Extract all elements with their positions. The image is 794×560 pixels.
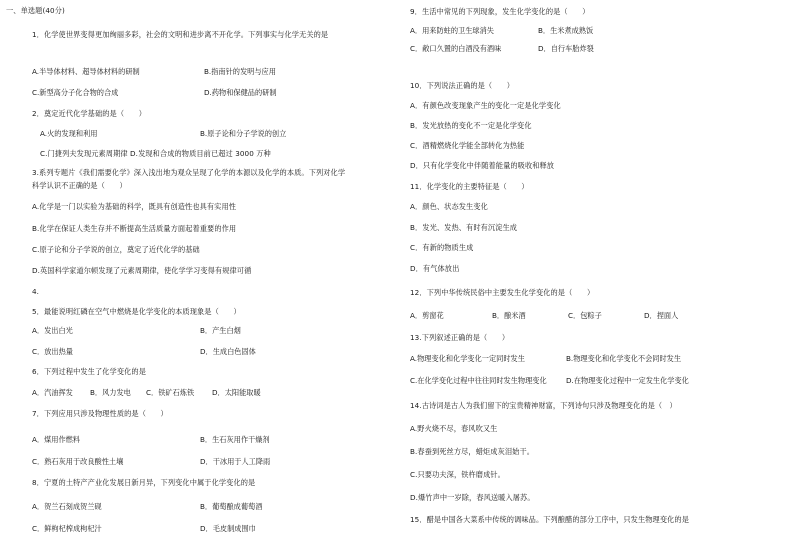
q3-option-a[interactable]: A.化学是一门以实验为基础的科学，既具有创造性也具有实用性 xyxy=(32,202,237,211)
q3-option-b[interactable]: B.化学在保证人类生存并不断提高生活质量方面起着重要的作用 xyxy=(32,224,237,233)
q7-option-c[interactable]: C．熟石灰用于改良酸性土壤 xyxy=(32,457,124,466)
q4-stem: 4. xyxy=(32,287,40,296)
q6-option-c[interactable]: C．铁矿石炼铁 xyxy=(146,388,195,397)
q9-option-d[interactable]: D．自行车胎炸裂 xyxy=(538,44,594,53)
q13-option-b[interactable]: B.物理变化和化学变化不会同时发生 xyxy=(566,354,682,363)
q6-option-a[interactable]: A．汽油挥发 xyxy=(32,388,73,397)
q14-option-b[interactable]: B.春蚕到死丝方尽，蜡炬成灰泪始干。 xyxy=(410,447,535,456)
q7-stem: 7．下列应用只涉及物理性质的是（ ） xyxy=(32,409,168,418)
q12-option-b[interactable]: B．酿米酒 xyxy=(492,311,526,320)
q8-option-d[interactable]: D．毛皮制成围巾 xyxy=(200,524,256,533)
q5-stem: 5．最能说明红磷在空气中燃烧是化学变化的本质现象是（ ） xyxy=(32,307,241,316)
q14-option-d[interactable]: D.爆竹声中一岁除，春风送暖入屠苏。 xyxy=(410,493,535,502)
q8-option-a[interactable]: A．贺兰石刻成贺兰砚 xyxy=(32,502,102,511)
q6-option-b[interactable]: B．风力发电 xyxy=(90,388,131,397)
q8-option-b[interactable]: B．葡萄酿成葡萄酒 xyxy=(200,502,263,511)
q8-option-c[interactable]: C．鲜枸杞榨成枸杞汁 xyxy=(32,524,102,533)
q13-stem: 13.下列叙述正确的是（ ） xyxy=(410,333,510,342)
q7-option-b[interactable]: B．生石灰用作干燥剂 xyxy=(200,435,270,444)
q2-option-a[interactable]: A.火的发现和利用 xyxy=(40,129,98,138)
q3-option-d[interactable]: D.英国科学家道尔顿发现了元素周期律，使化学学习变得有规律可循 xyxy=(32,266,252,275)
q2-stem: 2．奠定近代化学基础的是（ ） xyxy=(32,109,146,118)
q12-stem: 12．下列中华传统民俗中主要发生化学变化的是（ ） xyxy=(410,288,595,297)
q2-option-b[interactable]: B.原子论和分子学说的创立 xyxy=(200,129,287,138)
q11-option-a[interactable]: A．颜色、状态发生变化 xyxy=(410,202,488,211)
q3-stem-line1: 3.系列专题片《我们需要化学》深入浅出地为观众呈现了化学的本源以及化学的本质。下列对化学 xyxy=(32,168,346,177)
q10-option-c[interactable]: C．酒精燃烧化学能全部转化为热能 xyxy=(410,141,525,150)
q5-option-d[interactable]: D．生成白色固体 xyxy=(200,347,256,356)
q12-option-a[interactable]: A．剪窗花 xyxy=(410,311,444,320)
q9-option-a[interactable]: A．用来防蛀的卫生球消失 xyxy=(410,26,494,35)
q14-option-c[interactable]: C.只要功夫深，铁杵磨成针。 xyxy=(410,470,505,479)
q1-option-b[interactable]: B.指南针的发明与应用 xyxy=(204,67,276,76)
q14-option-a[interactable]: A.野火烧不尽，春风吹又生 xyxy=(410,424,498,433)
q9-option-b[interactable]: B．生米煮成熟饭 xyxy=(538,26,594,35)
q12-option-d[interactable]: D．捏面人 xyxy=(644,311,679,320)
q14-stem: 14.古诗词是古人为我们留下的宝贵精神财富，下列诗句只涉及物理变化的是（ ） xyxy=(410,401,677,410)
q1-option-c[interactable]: C.新型高分子化合物的合成 xyxy=(32,88,119,97)
q8-stem: 8．宁夏的土特产产业化发展日新月异，下列变化中属于化学变化的是 xyxy=(32,478,256,487)
q13-option-d[interactable]: D.在物理变化过程中一定发生化学变化 xyxy=(566,376,689,385)
q1-stem: 1．化学使世界变得更加绚丽多彩，社会的文明和进步离不开化学。下列事实与化学无关的是 xyxy=(32,30,329,39)
q13-option-c[interactable]: C.在化学变化过程中往往同时发生物理变化 xyxy=(410,376,547,385)
section-title: 一、单选题(40分) xyxy=(6,6,65,15)
q11-option-d[interactable]: D．有气体放出 xyxy=(410,264,460,273)
q12-option-c[interactable]: C．包粽子 xyxy=(568,311,602,320)
q15-stem: 15．醋是中国各大菜系中传统的调味品。下列酿醋的部分工序中，只发生物理变化的是 xyxy=(410,515,689,524)
q11-option-c[interactable]: C．有新的物质生成 xyxy=(410,243,474,252)
q11-stem: 11．化学变化的主要特征是（ ） xyxy=(410,182,529,191)
q9-option-c[interactable]: C．敞口久置的白酒没有酒味 xyxy=(410,44,502,53)
q10-option-b[interactable]: B．发光放热的变化不一定是化学变化 xyxy=(410,121,532,130)
q3-option-c[interactable]: C.原子论和分子学说的创立，奠定了近代化学的基础 xyxy=(32,245,200,254)
q6-option-d[interactable]: D．太阳能取暖 xyxy=(212,388,261,397)
q1-option-a[interactable]: A.半导体材料、超导体材料的研制 xyxy=(32,67,140,76)
q10-option-d[interactable]: D．只有化学变化中伴随着能量的吸收和释放 xyxy=(410,161,555,170)
q5-option-c[interactable]: C．放出热量 xyxy=(32,347,73,356)
q13-option-a[interactable]: A.物理变化和化学变化一定同时发生 xyxy=(410,354,525,363)
q6-stem: 6．下列过程中发生了化学变化的是 xyxy=(32,367,146,376)
q1-option-d[interactable]: D.药物和保健品的研制 xyxy=(204,88,277,97)
q9-stem: 9．生活中常见的下列现象，发生化学变化的是（ ） xyxy=(410,7,590,16)
q11-option-b[interactable]: B．发光、发热、有时有沉淀生成 xyxy=(410,223,518,232)
q10-stem: 10．下列说法正确的是（ ） xyxy=(410,81,515,90)
q10-option-a[interactable]: A．有颜色改变现象产生的变化一定是化学变化 xyxy=(410,101,561,110)
q3-stem-line2: 科学认识不正确的是（ ） xyxy=(32,181,127,190)
q7-option-d[interactable]: D．干冰用于人工降雨 xyxy=(200,457,271,466)
q5-option-a[interactable]: A．发出白光 xyxy=(32,326,73,335)
q5-option-b[interactable]: B．产生白烟 xyxy=(200,326,241,335)
q7-option-a[interactable]: A．煤用作燃料 xyxy=(32,435,81,444)
q2-option-cd[interactable]: C.门捷列夫发现元素周期律 D.发现和合成的物质目前已超过 3000 万种 xyxy=(40,149,271,158)
